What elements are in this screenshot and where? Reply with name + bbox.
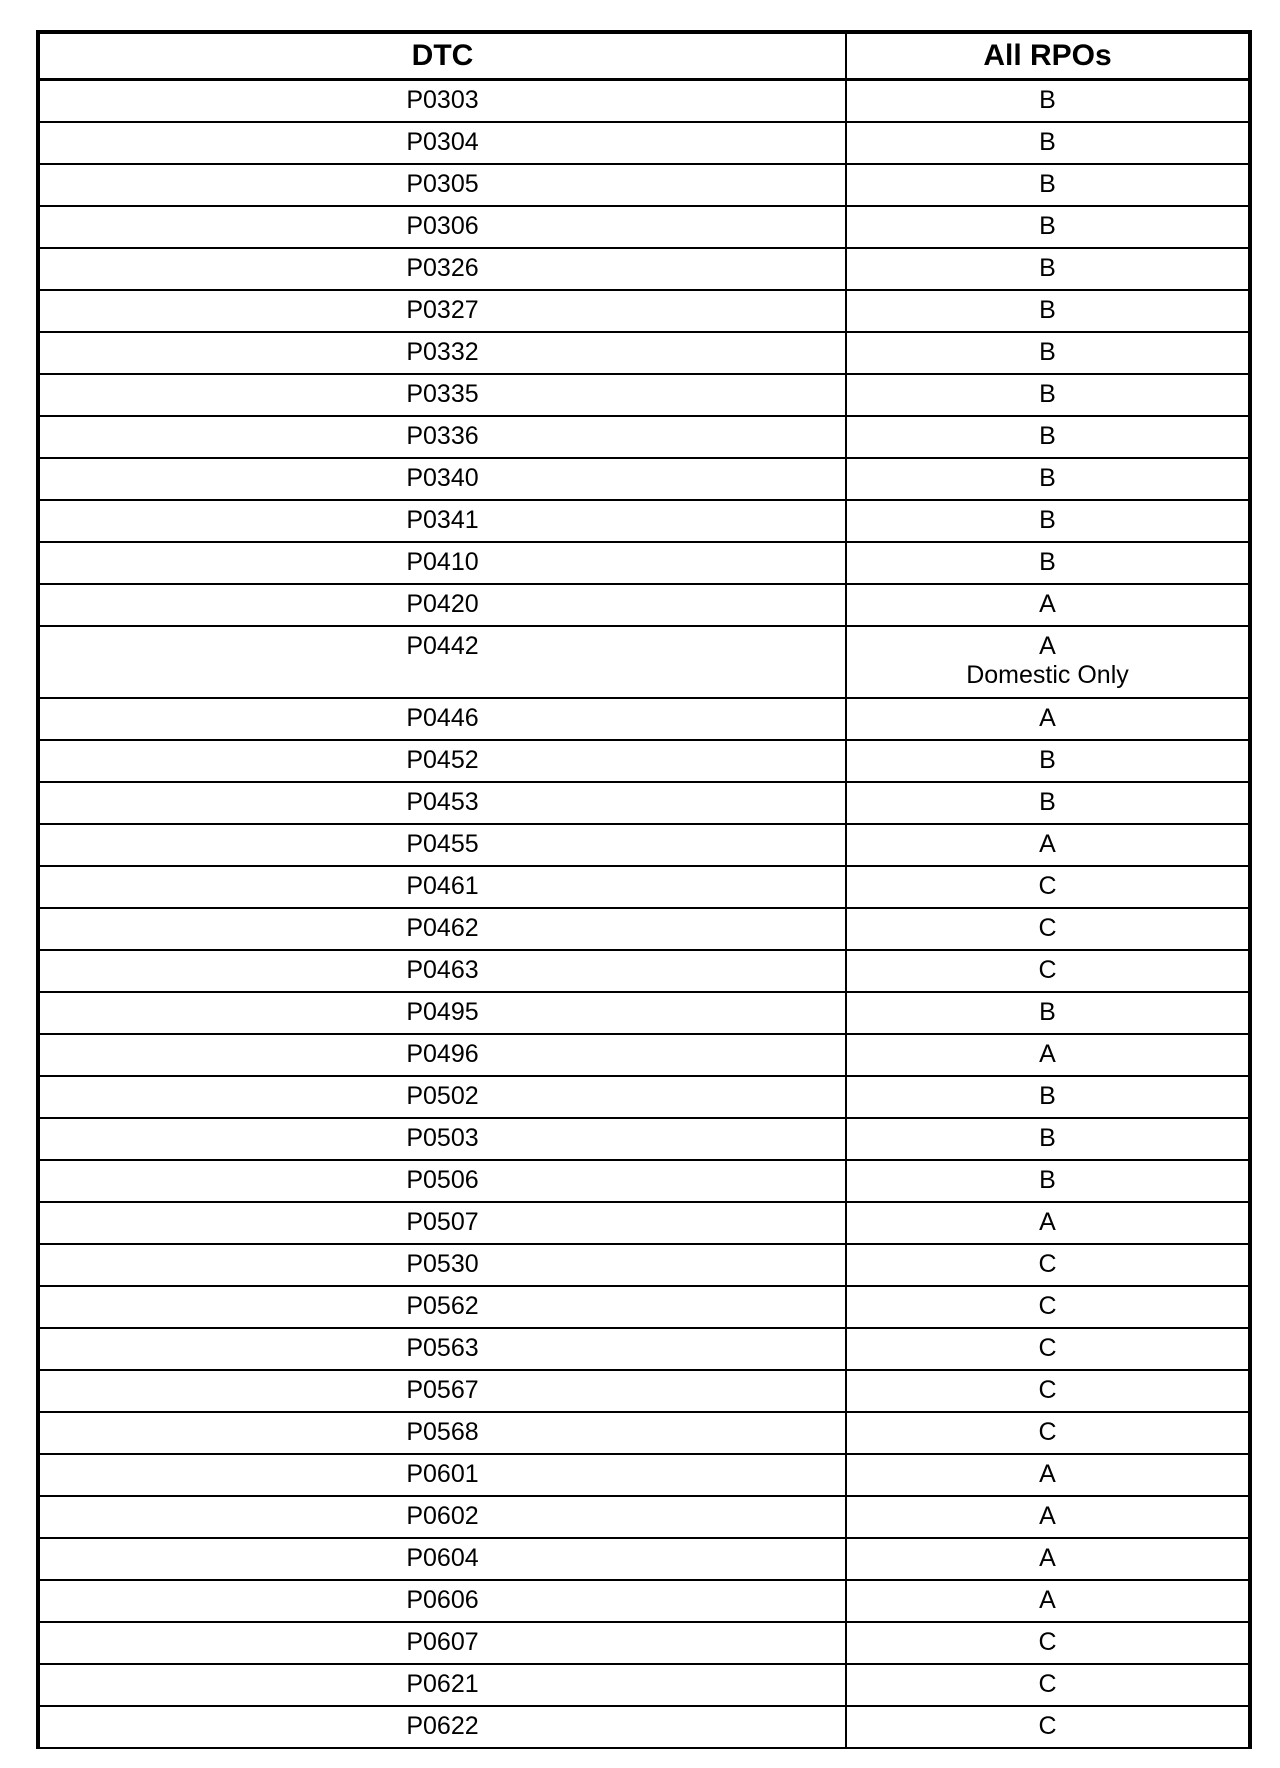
- dtc-cell: P0495: [38, 992, 846, 1034]
- rpo-value: C: [1038, 1376, 1057, 1404]
- dtc-cell: P0530: [38, 1244, 846, 1286]
- dtc-cell: P0563: [38, 1328, 846, 1370]
- rpo-value: C: [1038, 956, 1057, 984]
- table-row: [38, 290, 1250, 332]
- rpo-cell: [846, 164, 1250, 206]
- table-row: [38, 332, 1250, 374]
- rpo-value: B: [1039, 548, 1056, 576]
- dtc-cell: P0453: [38, 782, 846, 824]
- rpo-value: C: [1038, 1334, 1057, 1362]
- table-row: [38, 1286, 1250, 1328]
- table-row: [38, 824, 1250, 866]
- dtc-cell: P0306: [38, 206, 846, 248]
- table-row: [38, 1244, 1250, 1286]
- table-row: [38, 1664, 1250, 1706]
- dtc-cell: P0420: [38, 584, 846, 626]
- dtc-cell: P0341: [38, 500, 846, 542]
- rpo-cell: [846, 1412, 1250, 1454]
- rpo-value: B: [1039, 464, 1056, 492]
- table-row: [38, 500, 1250, 542]
- table-row: [38, 248, 1250, 290]
- rpo-cell: [846, 950, 1250, 992]
- rpo-value: A: [1039, 590, 1056, 618]
- rpo-cell: [846, 1076, 1250, 1118]
- rpo-cell: [846, 1664, 1250, 1706]
- dtc-cell: P0305: [38, 164, 846, 206]
- rpo-cell: [846, 1286, 1250, 1328]
- dtc-cell: P0332: [38, 332, 846, 374]
- table-row: [38, 866, 1250, 908]
- rpo-value: B: [1039, 422, 1056, 450]
- dtc-cell: P0622: [38, 1706, 846, 1748]
- dtc-cell: P0336: [38, 416, 846, 458]
- rpo-cell: [846, 1496, 1250, 1538]
- rpo-cell: [846, 698, 1250, 740]
- dtc-cell: P0340: [38, 458, 846, 500]
- rpo-value: C: [1038, 1628, 1057, 1656]
- table-row: [38, 740, 1250, 782]
- dtc-cell: P0568: [38, 1412, 846, 1454]
- dtc-cell: P0442: [38, 626, 846, 698]
- rpo-cell: [846, 248, 1250, 290]
- rpo-value: B: [1039, 1166, 1056, 1194]
- dtc-cell: P0410: [38, 542, 846, 584]
- rpo-cell: [846, 626, 1250, 698]
- dtc-cell: P0507: [38, 1202, 846, 1244]
- table-row: [38, 1496, 1250, 1538]
- table-row: [38, 164, 1250, 206]
- rpo-value: A: [1039, 1208, 1056, 1236]
- table-row: [38, 1328, 1250, 1370]
- rpo-cell: [846, 1454, 1250, 1496]
- dtc-table: [36, 30, 1252, 1749]
- rpo-cell: [846, 416, 1250, 458]
- rpo-value: B: [1039, 128, 1056, 156]
- rpo-value: A: [1039, 830, 1056, 858]
- rpo-cell: [846, 332, 1250, 374]
- rpo-cell: [846, 908, 1250, 950]
- table-row: [38, 206, 1250, 248]
- dtc-cell: P0604: [38, 1538, 846, 1580]
- rpo-note: Domestic Only: [966, 661, 1129, 689]
- rpo-cell: [846, 1118, 1250, 1160]
- dtc-cell: P0327: [38, 290, 846, 332]
- rpo-value: B: [1039, 998, 1056, 1026]
- rpo-value: A: [1039, 1040, 1056, 1068]
- table-row: [38, 1076, 1250, 1118]
- rpo-cell: [846, 782, 1250, 824]
- table-row: [38, 1034, 1250, 1076]
- table-row: [38, 1622, 1250, 1664]
- rpo-value: C: [1038, 1292, 1057, 1320]
- rpo-value: A: [1039, 704, 1056, 732]
- table-row: [38, 542, 1250, 584]
- rpo-value: B: [1039, 296, 1056, 324]
- rpo-value: B: [1039, 86, 1056, 114]
- table-row: [38, 1454, 1250, 1496]
- dtc-cell: P0503: [38, 1118, 846, 1160]
- dtc-cell: P0502: [38, 1076, 846, 1118]
- rpo-value: C: [1038, 914, 1057, 942]
- table-row: [38, 80, 1250, 123]
- rpo-cell: [846, 1706, 1250, 1748]
- dtc-cell: P0455: [38, 824, 846, 866]
- rpo-cell: [846, 1580, 1250, 1622]
- dtc-cell: P0621: [38, 1664, 846, 1706]
- column-header-all-rpos: All RPOs: [846, 32, 1250, 80]
- table-body: [38, 80, 1250, 1749]
- table-row: [38, 1370, 1250, 1412]
- table-row: [38, 698, 1250, 740]
- table-row: [38, 1706, 1250, 1748]
- dtc-cell: P0601: [38, 1454, 846, 1496]
- table-row: [38, 1202, 1250, 1244]
- dtc-cell: P0303: [38, 80, 846, 123]
- table-row: [38, 908, 1250, 950]
- rpo-cell: [846, 824, 1250, 866]
- dtc-cell: P0607: [38, 1622, 846, 1664]
- rpo-value: C: [1038, 1250, 1057, 1278]
- rpo-cell: [846, 542, 1250, 584]
- table-row: [38, 950, 1250, 992]
- rpo-cell: [846, 1622, 1250, 1664]
- dtc-cell: P0462: [38, 908, 846, 950]
- table-row: [38, 374, 1250, 416]
- table-row: [38, 1160, 1250, 1202]
- rpo-value: B: [1039, 212, 1056, 240]
- rpo-value: C: [1038, 1418, 1057, 1446]
- dtc-cell: P0446: [38, 698, 846, 740]
- rpo-value: B: [1039, 380, 1056, 408]
- rpo-cell: [846, 80, 1250, 123]
- dtc-cell: P0562: [38, 1286, 846, 1328]
- rpo-cell: [846, 1538, 1250, 1580]
- column-header-dtc: DTC: [38, 32, 846, 80]
- rpo-value: B: [1039, 338, 1056, 366]
- dtc-cell: P0304: [38, 122, 846, 164]
- rpo-value: A: [1039, 632, 1056, 660]
- rpo-value: B: [1039, 788, 1056, 816]
- rpo-value: C: [1038, 1670, 1057, 1698]
- table-header-row: [38, 32, 1250, 80]
- dtc-cell: P0452: [38, 740, 846, 782]
- rpo-value: A: [1039, 1460, 1056, 1488]
- rpo-cell: [846, 1328, 1250, 1370]
- rpo-value: B: [1039, 1082, 1056, 1110]
- rpo-cell: [846, 992, 1250, 1034]
- rpo-value: A: [1039, 1586, 1056, 1614]
- rpo-cell: [846, 458, 1250, 500]
- table-row: [38, 626, 1250, 698]
- rpo-cell: [846, 1370, 1250, 1412]
- rpo-value: B: [1039, 506, 1056, 534]
- rpo-value: A: [1039, 1502, 1056, 1530]
- dtc-cell: P0335: [38, 374, 846, 416]
- rpo-cell: [846, 1244, 1250, 1286]
- rpo-cell: [846, 290, 1250, 332]
- table-row: [38, 458, 1250, 500]
- table-row: [38, 584, 1250, 626]
- rpo-value: B: [1039, 746, 1056, 774]
- rpo-value: C: [1038, 1712, 1057, 1740]
- rpo-value: C: [1038, 872, 1057, 900]
- dtc-cell: P0326: [38, 248, 846, 290]
- dtc-cell: P0463: [38, 950, 846, 992]
- table-row: [38, 1118, 1250, 1160]
- rpo-value: B: [1039, 254, 1056, 282]
- table-row: [38, 122, 1250, 164]
- table-row: [38, 1412, 1250, 1454]
- dtc-cell: P0602: [38, 1496, 846, 1538]
- rpo-cell: [846, 1160, 1250, 1202]
- table-row: [38, 1580, 1250, 1622]
- dtc-cell: P0461: [38, 866, 846, 908]
- rpo-cell: [846, 1202, 1250, 1244]
- rpo-value: A: [1039, 1544, 1056, 1572]
- table-row: [38, 1538, 1250, 1580]
- rpo-cell: [846, 1034, 1250, 1076]
- table-row: [38, 992, 1250, 1034]
- dtc-cell: P0567: [38, 1370, 846, 1412]
- rpo-cell: [846, 584, 1250, 626]
- table-row: [38, 782, 1250, 824]
- rpo-cell: [846, 500, 1250, 542]
- rpo-cell: [846, 206, 1250, 248]
- rpo-cell: [846, 374, 1250, 416]
- rpo-cell: [846, 740, 1250, 782]
- dtc-cell: P0496: [38, 1034, 846, 1076]
- rpo-value: B: [1039, 1124, 1056, 1152]
- table-row: [38, 416, 1250, 458]
- rpo-value: B: [1039, 170, 1056, 198]
- rpo-cell: [846, 122, 1250, 164]
- dtc-cell: P0606: [38, 1580, 846, 1622]
- dtc-cell: P0506: [38, 1160, 846, 1202]
- rpo-cell: [846, 866, 1250, 908]
